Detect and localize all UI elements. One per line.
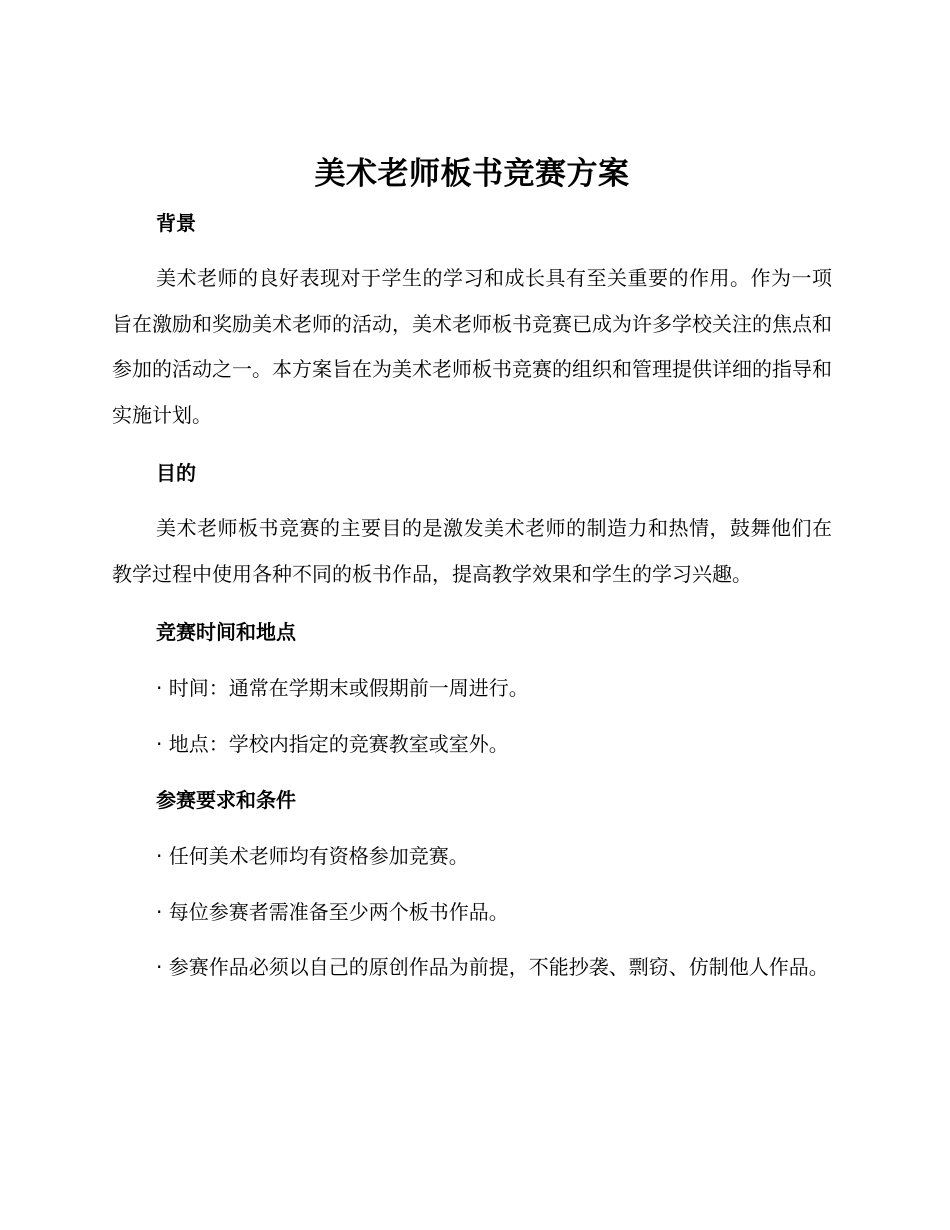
time-place-item-place: · 地点：学校内指定的竞赛教室或室外。: [156, 732, 509, 756]
section-heading-purpose: 目的: [156, 461, 196, 485]
purpose-paragraph: 美术老师板书竞赛的主要目的是激发美术老师的制造力和热情，鼓舞他们在教学过程中使用各种不同的板书作品，提高教学效果和学生的学习兴趣。: [112, 516, 832, 586]
section-heading-requirements: 参赛要求和条件: [156, 788, 296, 812]
document-title: 美术老师板书竞赛方案: [314, 156, 630, 192]
section-heading-background: 背景: [156, 211, 196, 235]
time-place-item-time: · 时间：通常在学期末或假期前一周进行。: [156, 676, 529, 700]
requirement-item-works-count: · 每位参赛者需准备至少两个板书作品。: [156, 900, 509, 924]
requirement-item-originality: · 参赛作品必须以自己的原创作品为前提，不能抄袭、剽窃、仿制他人作品。: [156, 955, 829, 979]
background-paragraph: 美术老师的良好表现对于学生的学习和成长具有至关重要的作用。作为一项旨在激励和奖励美术老师的活动，美术老师板书竞赛已成为许多学校关注的焦点和参加的活动之一。本方案旨在为美术老师板书竞赛的组织和管理提供详细的指导和实施计划。: [112, 266, 832, 427]
requirement-item-eligibility: · 任何美术老师均有资格参加竞赛。: [156, 844, 469, 868]
section-heading-time-place: 竞赛时间和地点: [156, 620, 296, 644]
document-content: [112, 148, 832, 991]
